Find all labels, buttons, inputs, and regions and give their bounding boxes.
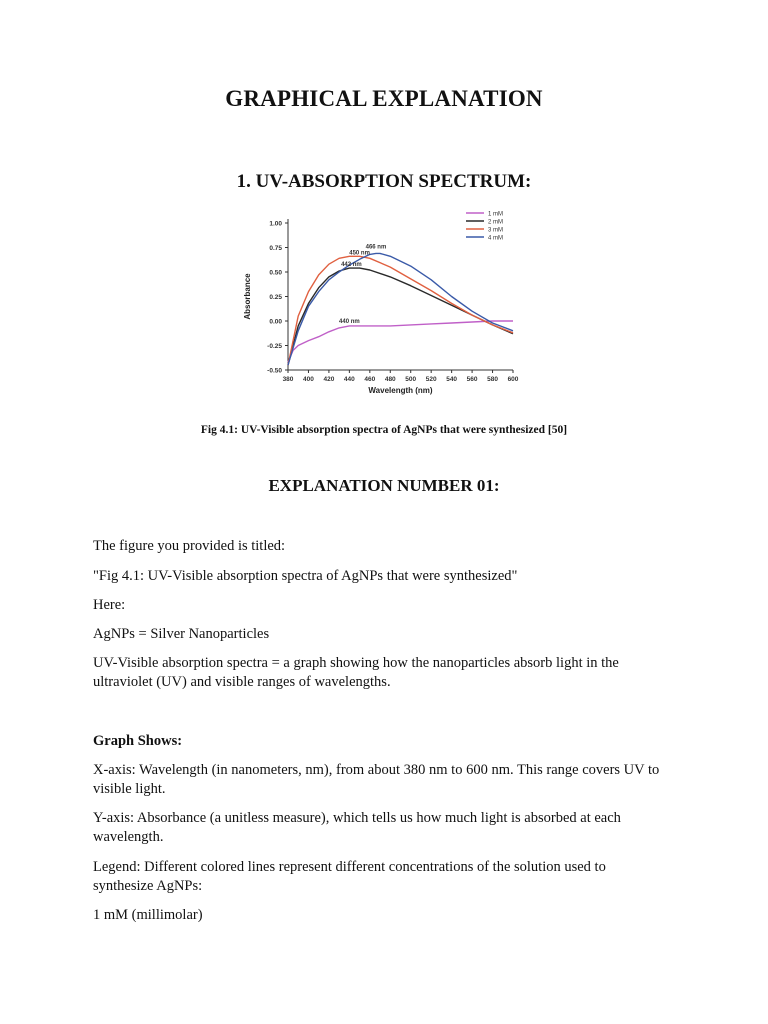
x-tick-label: 380 bbox=[282, 376, 294, 383]
paragraph-intro: The figure you provided is titled: bbox=[93, 538, 286, 554]
paragraph-y-axis: Y-axis: Absorbance (a unitless measure), which tells us how much light is absorbed at each wavelength. bbox=[93, 810, 621, 845]
x-tick-label: 420 bbox=[323, 376, 335, 383]
y-tick-label: 0.75 bbox=[269, 245, 282, 252]
series-line-2mm bbox=[288, 268, 513, 365]
paragraph-spectra-definition: UV-Visible absorption spectra = a graph showing how the nanoparticles absorb light in the ultraviolet (UV) and visible ranges of wavelengths. bbox=[93, 655, 619, 690]
x-tick-label: 600 bbox=[507, 376, 519, 383]
paragraph-here: Here: bbox=[93, 597, 126, 613]
x-tick-label: 400 bbox=[303, 376, 314, 383]
legend-label: 2 mM bbox=[488, 219, 503, 226]
paragraph-quoted-caption: "Fig 4.1: UV-Visible absorption spectra of AgNPs that were synthesized" bbox=[93, 568, 518, 584]
paragraph-agnps-definition: AgNPs = Silver Nanoparticles bbox=[93, 626, 270, 642]
x-tick-label: 540 bbox=[446, 376, 458, 383]
x-tick-label: 520 bbox=[425, 376, 437, 383]
page-title: GRAPHICAL EXPLANATION bbox=[225, 86, 543, 111]
chart-svg bbox=[238, 205, 528, 400]
legend-label: 3 mM bbox=[488, 227, 503, 234]
y-tick-label: -0.25 bbox=[267, 343, 282, 350]
section-heading: 1. UV-ABSORPTION SPECTRUM: bbox=[236, 171, 532, 192]
x-tick-label: 440 bbox=[343, 376, 355, 383]
peak-annotation: 440 nm bbox=[339, 318, 360, 325]
series-line-1mm bbox=[288, 318, 513, 362]
graph-shows-heading: Graph Shows: bbox=[93, 733, 183, 749]
x-tick-label: 580 bbox=[487, 376, 498, 383]
x-tick-label: 480 bbox=[384, 376, 396, 383]
explanation-heading: EXPLANATION NUMBER 01: bbox=[268, 476, 500, 495]
legend-label: 1 mM bbox=[488, 211, 503, 218]
y-axis-label: Absorbance bbox=[243, 273, 252, 320]
peak-annotation: 450 nm bbox=[349, 250, 370, 257]
peak-annotation: 442 nm bbox=[341, 262, 362, 269]
paragraph-1mm: 1 mM (millimolar) bbox=[93, 907, 203, 923]
x-tick-label: 460 bbox=[364, 376, 376, 383]
x-axis-label: Wavelength (nm) bbox=[368, 386, 433, 395]
y-tick-label: -0.50 bbox=[267, 367, 282, 375]
series-line-4mm bbox=[288, 253, 513, 365]
paragraph-x-axis: X-axis: Wavelength (in nanometers, nm), from about 380 nm to 600 nm. This range covers UV to visible light. bbox=[93, 762, 660, 797]
y-tick-label: 0.00 bbox=[269, 318, 282, 326]
x-tick-label: 560 bbox=[466, 376, 478, 383]
y-tick-label: 0.50 bbox=[269, 269, 282, 277]
uv-absorption-chart bbox=[238, 205, 528, 400]
figure-caption: Fig 4.1: UV-Visible absorption spectra of AgNPs that were synthesized [50] bbox=[200, 424, 568, 436]
paragraph-legend: Legend: Different colored lines represent different concentrations of the solution used to synthesize AgNPs: bbox=[93, 859, 606, 894]
y-tick-label: 1.00 bbox=[269, 220, 282, 228]
series-line-3mm bbox=[288, 256, 513, 365]
y-tick-label: 0.25 bbox=[269, 294, 282, 301]
x-tick-label: 500 bbox=[405, 376, 417, 383]
legend-label: 4 mM bbox=[488, 235, 503, 242]
peak-annotation: 466 nm bbox=[365, 244, 387, 251]
